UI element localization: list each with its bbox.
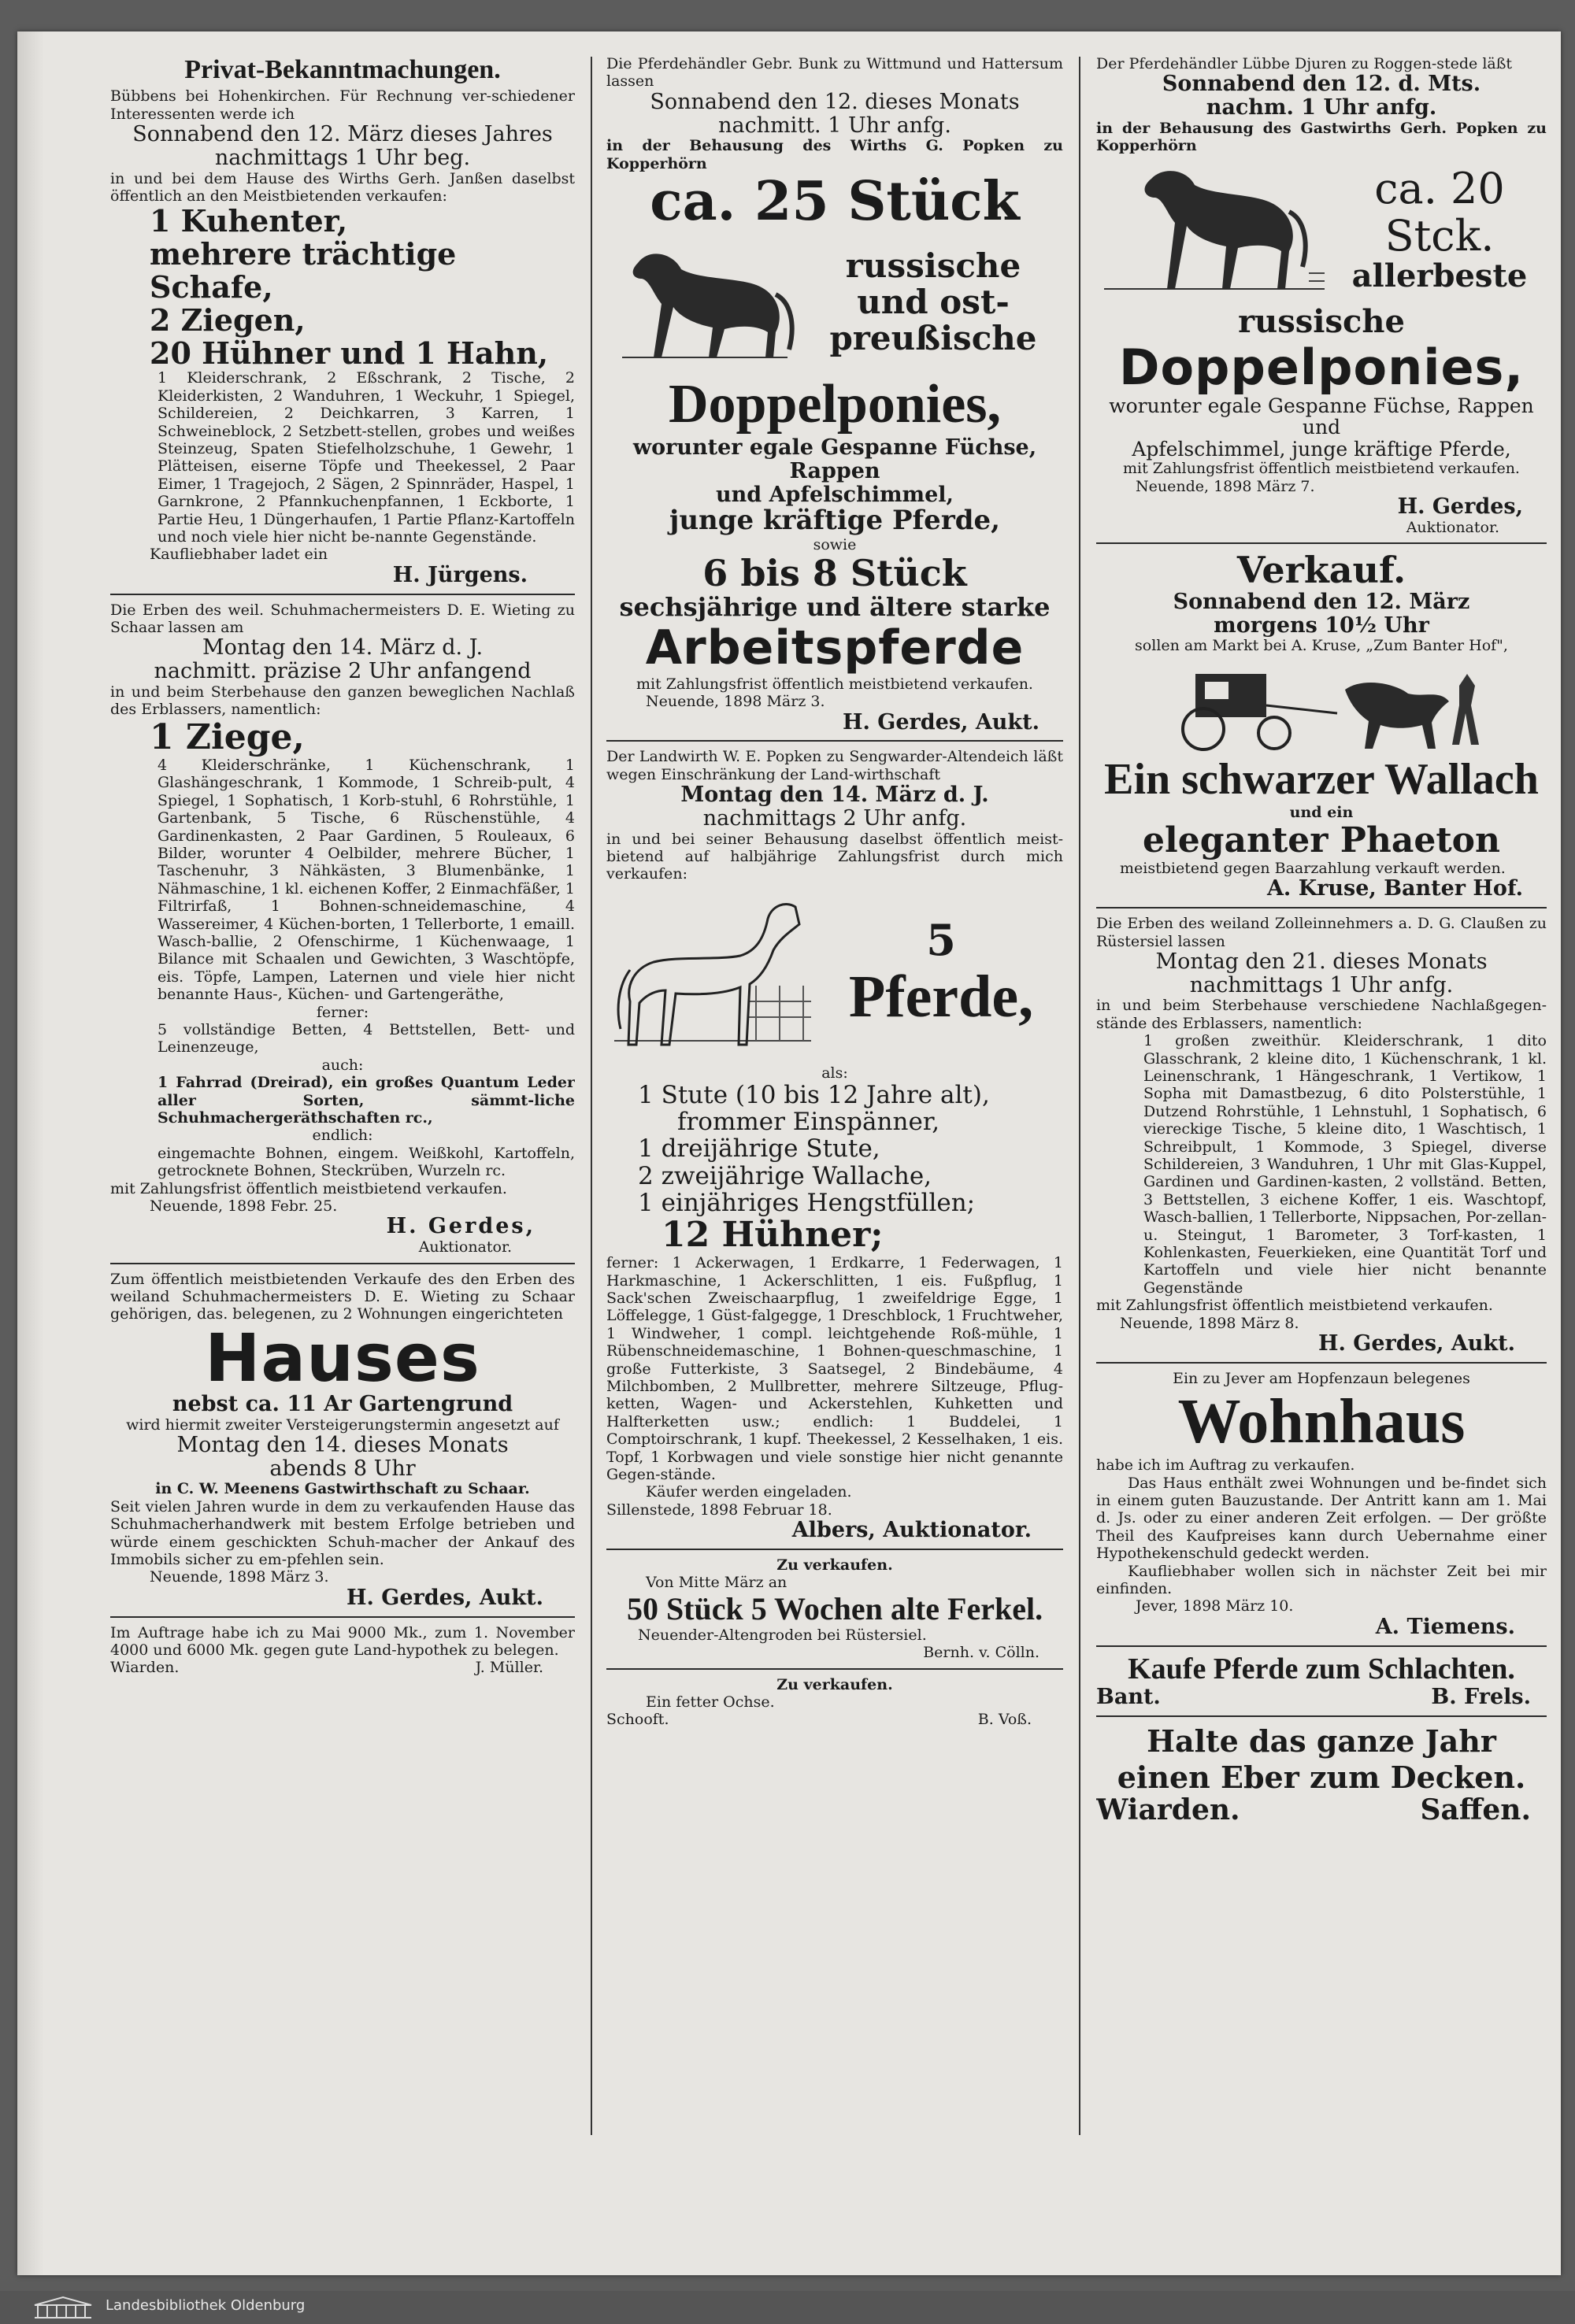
ad-divider — [110, 594, 575, 595]
signer-role: Auktionator. — [1406, 518, 1499, 536]
auction-time: morgens 10½ Uhr — [1214, 612, 1429, 638]
ad-intro: Die Erben des weiland Zolleinnehmers a. D. G. Claußen zu Rüstersiel lassen — [1096, 915, 1547, 950]
ad-estate-wieting — [110, 601, 575, 1256]
terms: meistbietend gegen Baarzahlung verkauft werden. — [1120, 860, 1506, 878]
ad-head: Zu verkaufen. — [776, 1675, 893, 1693]
item-list: ferner: 1 Ackerwagen, 1 Erdkarre, 1 Federwagen, 1 Harkmaschine, 1 Ackerschlitten, 1 eis. Fußpflug, 1 Sack'schen Zweischaarpflug, 1 zweifeldrige Egge, 1 Löffelegge, 1 Güst-falgegge, 1 Dreschblock, 1 Fruchtweher, 1 Windweher, 1 compl. leichtgehende Roß-mühle, 1 Rübenschneidemaschine, 1 Bohnen-queschmaschine, 1 große Futterkiste, 3 Saatsegel, 2 Bindebäume, 4 Milchbomben, 2 Mullbretter, mehrere Siltzeuge, Pflug-ketten, Wagen- und Ackerstehlen, Kuhketten und Halfterketten usw.; endlich: 1 Buddelei, 1 Comptoirschrank, 1 kupf. Theekessel, 2 Kesselhaken, 1 eis. Topf, 1 Korbwagen und viele sonstige hier nicht genannte Gegen-stände. — [606, 1254, 1063, 1483]
ad-head: Verkauf. — [1236, 549, 1406, 592]
auction-date: Montag den 21. dieses Monats — [1155, 949, 1488, 974]
column-3 — [1096, 55, 1547, 2181]
ad-estate-claussen — [1096, 915, 1547, 1356]
auction-time: nachmitt. 1 Uhr anfg. — [718, 113, 951, 138]
signer: Bernh. v. Cölln. — [923, 1644, 1040, 1662]
horse-item: 1 einjähriges Hengstfüllen; — [638, 1188, 976, 1217]
horse-icon — [606, 231, 803, 373]
ad-ox — [606, 1676, 1063, 1729]
place: Neuender-Altengroden bei Rüstersiel. — [638, 1626, 927, 1644]
ad-head: Zu verkaufen. — [776, 1556, 893, 1574]
terms: mit Zahlungsfrist öffentlich meistbietend verkaufen. — [1123, 460, 1520, 478]
item-list: 1 großen zweithür. Kleiderschrank, 1 dito Glasschrank, 2 kleine dito, 1 Küchenschrank, 1 kl. Leinenschrank, 1 Hängeschrank, 1 Vertikow, 1 Sopha mit Damastbezug, 6 dito Polsterstühle, 1 Dutzend Rohrstühle, 1 Lehnstuhl, 1 Sophatisch, 6 viereckige Tische, 5 kleine dito, 1 Waschtisch, 1 Schreibpult, 1 Kommode, 3 Spiegel, diverse Schildereien, 3 Wanduhren, 1 Uhr mit Glas-Kuppel, Gardinen und Gardinen-kasten, 2 vollständ. Betten, 3 Bettstellen, 3 eichene Koffer, 1 eis. Waschtopf, Wasch-ballien, 1 Tellerborte, Nippsachen, Por-zellan- u. Steingut, 1 Barometer, 3 Torf-kasten, 1 Kohlenkasten, Feuerkieken, eine Quantität Torf und Kartoffeln und viele hier nicht benannte Gegenstände — [1143, 1032, 1547, 1297]
ferner-label: ferner: — [316, 1003, 369, 1021]
signer: B. Voß. — [977, 1711, 1032, 1729]
library-credit: Landesbibliothek Oldenburg — [106, 2297, 306, 2314]
horse-block — [606, 883, 1063, 1064]
auction-date: Sonnabend den 12. März dieses Jahres — [132, 122, 553, 147]
ad-intro-2: in und beim Sterbehause den ganzen beweglichen Nachlaß des Erblassers, namentlich: — [110, 683, 575, 719]
horse-item: 1 dreijährige Stute, — [638, 1134, 880, 1164]
ad-count-block — [819, 917, 1063, 1030]
ad-title: 50 Stück 5 Wochen alte Ferkel. — [626, 1590, 1043, 1626]
place-date: Neuende, 1898 Febr. 25. — [150, 1197, 338, 1216]
ad-divider — [1096, 907, 1547, 909]
auch-label: auch: — [321, 1056, 364, 1074]
place-date: Jever, 1898 März 10. — [1136, 1597, 1294, 1615]
ad-text: habe ich im Auftrag zu verkaufen. — [1096, 1456, 1355, 1475]
auction-time: nachmitt. präzise 2 Uhr anfangend — [154, 659, 532, 684]
signer: B. Frels. — [1431, 1685, 1531, 1710]
ad-count: 5 — [926, 915, 956, 966]
ad-title: Kaufe Pferde zum Schlachten. — [1128, 1652, 1515, 1686]
ad-text: Kaufliebhaber wollen sich in nächster Zeit bei mir einfinden. — [1096, 1562, 1547, 1597]
ad-subtitle: Apfelschimmel, junge kräftige Pferde, — [1132, 437, 1511, 461]
auction-time: nachmittags 1 Uhr beg. — [214, 145, 471, 170]
terms: mit Zahlungsfrist öffentlich meistbietend verkaufen. — [1096, 1297, 1493, 1315]
ad-divider — [110, 1616, 575, 1618]
auction-date: Sonnabend den 12. März — [1173, 589, 1470, 614]
descriptor-line: russische — [1238, 302, 1405, 340]
ad-footer — [606, 1711, 1063, 1728]
ad-title: Pferde, — [848, 963, 1034, 1030]
item-list: 4 Kleiderschränke, 1 Küchenschrank, 1 Glashängeschrank, 1 Kommode, 1 Schreib-pult, 4 Spiegel, 1 Sophatisch, 1 Korb-stuhl, 6 Rohrstühle, 1 Gartenbank, 5 Tische, 6 Rüschenstühle, 4 Gardinenkasten, 2 Paar Gardinen, 5 Rouleaux, 6 Bilder, worunter 4 Oelbilder, mehrere Bücher, 1 Taschenuhr, 3 Nähkästen, 3 Blumenbänke, 1 Nähmaschine, 1 kl. eichenen Koffer, 2 Einmachfäßer, 1 Filtrirfaß, 1 Bohnen-schneidemaschine, 4 Wassereimer, 4 Küchen-borten, 1 Tellerborte, 1 emaill. Wasch-ballie, 2 Ofenschirme, 1 Küchenwaage, 1 Bilance mit Schaalen und Gewichten, 3 Waschtöpfe, eis. Töpfe, Lampen, Laternen und viele hier nicht benannte Haus-, Küchen- und Gartengeräthe, — [158, 756, 575, 1004]
column-1 — [110, 55, 575, 2181]
ad-wohnhaus-jever — [1096, 1370, 1547, 1639]
place-date: Neuende, 1898 März 7. — [1136, 477, 1315, 495]
ad-subtitle: junge kräftige Pferde, — [669, 505, 1000, 537]
ad-title: Hauses — [205, 1319, 480, 1397]
ad-verkauf-kruse — [1096, 550, 1547, 901]
item-heading: 1 Ziege, — [150, 716, 305, 757]
ad-count: ca. 25 Stück — [650, 170, 1020, 233]
ad-divider — [110, 1263, 575, 1264]
descriptor-line: russische — [845, 246, 1021, 285]
auction-date: Montag den 14. März d. J. — [680, 783, 989, 808]
terms: mit Zahlungsfrist öffentlich meistbietend verkaufen. — [110, 1179, 507, 1197]
ad-title: Halte das ganze Jahr einen Eber zum Decken. — [1117, 1723, 1526, 1795]
signer: H. Gerdes, Aukt. — [1318, 1331, 1515, 1356]
endlich-label: endlich: — [312, 1127, 373, 1145]
item-heading: mehrere trächtige Schafe, — [150, 236, 457, 305]
ad-ponies-bunk — [606, 55, 1063, 734]
section-heading: Privat-Bekanntmachungen. — [184, 55, 501, 84]
ad-divider — [1096, 1645, 1547, 1647]
signer: A. Tiemens. — [1375, 1614, 1515, 1639]
page-gutter — [17, 31, 44, 2275]
ad-intro: Zum öffentlich meistbietenden Verkaufe des den Erben des weiland Schuhmachermeisters D. E. Wieting zu Schaar gehörigen, das. belegenen, zu 2 Wohnungen eingerichteten — [110, 1270, 575, 1323]
place: Bant. — [1096, 1685, 1161, 1710]
ad-intro: Die Erben des weil. Schuhmachermeisters D. E. Wieting zu Schaar lassen am — [110, 601, 575, 636]
ad-intro: Die Pferdehändler Gebr. Bunk zu Wittmund und Hattersum lassen — [606, 55, 1063, 91]
signer: J. Müller. — [475, 1659, 543, 1677]
place: Schooft. — [606, 1711, 669, 1729]
ad-intro: Bübbens bei Hohenkirchen. Für Rechnung ver-schiedener Interessenten werde ich — [110, 87, 575, 123]
horse-block — [1096, 155, 1547, 305]
ad-line: Von Mitte März an — [646, 1574, 788, 1592]
item-heading: 2 Ziegen, — [150, 302, 306, 338]
auction-date: Montag den 14. dieses Monats — [176, 1433, 509, 1458]
buyers-invited: Käufer werden eingeladen. — [646, 1483, 852, 1501]
ad-house-auction — [110, 1271, 575, 1610]
place-date: Neuende, 1898 März 8. — [1120, 1314, 1299, 1332]
ad-subtitle: worunter egale Gespanne Füchse, Rappen und — [1109, 394, 1534, 439]
ad-count: ca. 20 Stck. — [1374, 164, 1505, 261]
auction-place: in C. W. Meenens Gastwirthschaft zu Schaar. — [155, 1480, 530, 1498]
terms: mit Zahlungsfrist öffentlich meistbietend verkaufen. — [636, 675, 1033, 693]
ad-text: Im Auftrage habe ich zu Mai 9000 Mk., zum 1. November 4000 und 6000 Mk. gegen gute Land-hypothek zu belegen. — [110, 1623, 575, 1659]
column-divider — [591, 57, 592, 2135]
auction-date: Montag den 14. März d. J. — [202, 635, 484, 661]
signer: A. Kruse, Banter Hof. — [1266, 876, 1523, 901]
item-list: 1 Kleiderschrank, 2 Eßschrank, 2 Tische, 2 Kleiderkisten, 2 Wanduhren, 1 Weckuhr, 1 Spiegel, Schildereien, 2 Deichkarren, 3 Karren, 1 Schweineblock, 2 Setzbett-stellen, grobes und weißes Steinzeug, Spaten Stiefelholzschuhe, 1 Gewehr, 1 Plätteisen, eiserne Töpfe und Theekessel, 2 Paar Eimer, 1 Tragejoch, 2 Sägen, 2 Spinnräder, Haspel, 1 Garnkrone, 2 Pfannkuchenpfannen, 1 Eckborte, 1 Partie Heu, 1 Düngerhaufen, 1 Partie Pflanz-Kartoffeln und noch viele hier nicht be-nannte Gegenstände. — [158, 369, 575, 546]
als-label: als: — [821, 1064, 848, 1082]
carriage-icon — [1156, 658, 1487, 753]
signer: H. Jürgens. — [392, 562, 528, 587]
place-date: Neuende, 1898 März 3. — [150, 1568, 329, 1586]
ad-footer — [1096, 1795, 1547, 1826]
auction-time: nachm. 1 Uhr anfg. — [1206, 95, 1437, 120]
signer: Albers, Auktionator. — [791, 1518, 1032, 1543]
ad-divider — [606, 740, 1063, 742]
ad-intro-2: in und bei dem Hause des Wirths Gerh. Janßen daselbst öffentlich an den Meistbietenden verkaufen: — [110, 169, 575, 205]
ad-ponies-djuren — [1096, 55, 1547, 536]
horse-block — [606, 231, 1063, 373]
ad-subtitle: sechsjährige und ältere starke — [619, 591, 1051, 622]
ad-title: Ein schwarzer Wallach — [1104, 754, 1539, 804]
descriptor-line: allerbeste — [1351, 257, 1528, 294]
signer: Saffen. — [1420, 1793, 1531, 1827]
ad-piglets — [606, 1556, 1063, 1662]
item-list: eingemachte Bohnen, eingem. Weißkohl, Kartoffeln, getrocknete Bohnen, Steckrüben, Wurzeln rc. — [158, 1144, 575, 1180]
signer: H. Gerdes, — [1397, 494, 1523, 520]
ad-saffen — [1096, 1723, 1547, 1826]
signer-role: Auktionator. — [418, 1238, 512, 1256]
item-list: 5 vollständige Betten, 4 Bettstellen, Bett- und Leinenzeuge, — [158, 1021, 575, 1057]
ad-intro: Der Landwirth W. E. Popken zu Sengwarder-Altendeich läßt wegen Einschränkung der Land-wirthschaft — [606, 748, 1063, 783]
ad-footer — [110, 1659, 575, 1676]
ad-count: 6 bis 8 Stück — [702, 552, 967, 595]
ad-horses-popken — [606, 748, 1063, 1541]
item-heading: 12 Hühner; — [662, 1214, 884, 1255]
auction-time: abends 8 Uhr — [269, 1456, 416, 1481]
auction-place: in der Behausung des Wirths G. Popken zu Kopperhörn — [606, 137, 1063, 172]
place-date: Neuende, 1898 März 3. — [646, 693, 825, 711]
ad-intro-2: in und beim Sterbehause verschiedene Nachlaßgegen-stände des Erblassers, namentlich: — [1096, 997, 1547, 1032]
sowie-label: sowie — [813, 535, 857, 553]
horse-item: 2 zweijährige Wallache, — [638, 1161, 932, 1190]
ad-subtitle: und Apfelschimmel, — [716, 482, 954, 507]
ad-divider — [606, 1549, 1063, 1550]
column-divider — [1079, 57, 1080, 2135]
horse-icon — [1096, 155, 1332, 305]
ad-intro: Der Pferdehändler Lübbe Djuren zu Roggen-stede läßt — [1096, 55, 1513, 72]
ad-title: Wohnhaus — [1177, 1387, 1466, 1457]
ad-descriptor — [803, 248, 1063, 357]
item-heading: 1 Kuhenter, — [150, 203, 348, 239]
ad-mortgage-mueller — [110, 1624, 575, 1677]
ad-text: Ein fetter Ochse. — [646, 1693, 775, 1711]
item-list: 1 Fahrrad (Dreirad), ein großes Quantum Leder aller Sorten, sämmt-liche Schuhmachergeräthschaften rc., — [158, 1074, 575, 1127]
ad-intro-2: in und bei seiner Behausung daselbst öffentlich meist-bietend auf halbjährige Zahlungsfrist durch mich verkaufen: — [606, 830, 1063, 883]
ad-title: Doppelponies, — [1119, 338, 1524, 396]
ad-text: Seit vielen Jahren wurde in dem zu verkaufenden Hause das Schuhmacherhandwerk mit bestem Erfolge betrieben und würde einem geschickten Schuh-macher der Ankauf des Immobils sicher zu em-pfehlen sein. — [110, 1497, 575, 1569]
descriptor-line: preußische — [829, 318, 1037, 357]
ad-divider — [606, 1668, 1063, 1670]
horse-item: 1 Stute (10 bis 12 Jahre alt), — [638, 1081, 990, 1110]
horse-icon — [606, 883, 819, 1064]
ad-title: eleganter Phaeton — [1142, 820, 1501, 860]
horse-item: frommer Einspänner, — [677, 1108, 940, 1137]
ad-intro-2: wird hiermit zweiter Versteigerungstermin angesetzt auf — [126, 1415, 559, 1434]
signer: H. Gerdes, Aukt. — [346, 1585, 543, 1610]
auction-time: nachmittags 1 Uhr anfg. — [1189, 972, 1454, 997]
ad-divider — [1096, 1715, 1547, 1717]
place: Wiarden. — [1096, 1793, 1240, 1827]
column-2 — [606, 55, 1063, 2181]
auction-place: in der Behausung des Gastwirths Gerh. Popken zu Kopperhörn — [1096, 119, 1547, 155]
invite-text: Kaufliebhaber ladet ein — [150, 546, 328, 564]
place-date: Sillenstede, 1898 Februar 18. — [606, 1501, 832, 1519]
und-label: und ein — [1289, 804, 1354, 822]
ad-divider — [1096, 542, 1547, 544]
ad-subtitle: worunter egale Gespanne Füchse, Rappen — [632, 435, 1037, 483]
signer: H. Gerdes, — [386, 1214, 536, 1239]
ad-divider — [1096, 1362, 1547, 1364]
item-heading: 20 Hühner und 1 Hahn, — [150, 335, 549, 371]
library-logo-icon — [32, 2294, 94, 2319]
auction-time: nachmittags 2 Uhr anfg. — [702, 805, 967, 831]
auction-date: Sonnabend den 12. dieses Monats — [650, 89, 1020, 114]
auction-date: Sonnabend den 12. d. Mts. — [1162, 72, 1481, 97]
ad-frels — [1096, 1653, 1547, 1709]
ad-title: Arbeitspferde — [645, 620, 1025, 675]
place: Wiarden. — [110, 1659, 180, 1677]
ad-subtitle: nebst ca. 11 Ar Gartengrund — [172, 1391, 513, 1416]
ad-text: Das Haus enthält zwei Wohnungen und be-findet sich in einem guten Bauzustande. Der Antritt kann am 1. Mai d. Js. oder zu einer anderen Zeit erfolgen. — Der größte Theil des Kaufpreises kann durch Uebernahme einer Hypothekenschuld gedeckt werden. — [1096, 1474, 1547, 1563]
ad-title: Doppelponies, — [668, 373, 1002, 435]
ad-intro: Ein zu Jever am Hopfenzaun belegenes — [1173, 1369, 1470, 1387]
ad-descriptor — [1332, 165, 1547, 294]
signer: H. Gerdes, Aukt. — [843, 709, 1040, 735]
descriptor-line: und ost- — [857, 282, 1010, 321]
ad-intro: sollen am Markt bei A. Kruse, „Zum Banter Hof", — [1135, 637, 1508, 655]
ad-footer — [1096, 1686, 1547, 1709]
ad-private-auction-juergens — [110, 55, 575, 587]
